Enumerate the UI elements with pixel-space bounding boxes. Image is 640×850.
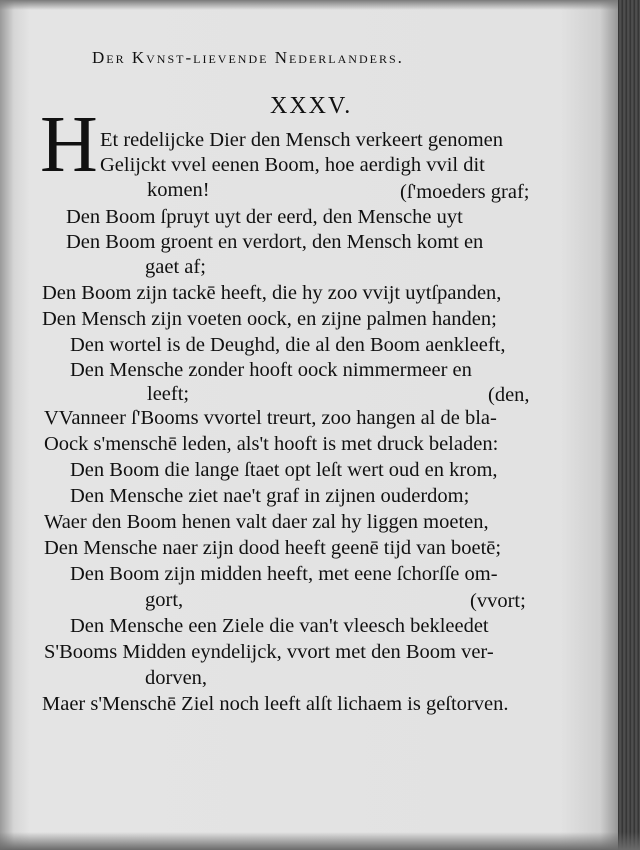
verse-line: Den Boom zijn midden heeft, met eene ſchorſſe om-: [70, 563, 498, 585]
poem-number: XXXV.: [270, 93, 353, 119]
verse-line: dorven,: [145, 667, 208, 689]
verse-line: leeft;: [147, 383, 190, 405]
turnover: (vvort;: [470, 590, 526, 612]
verse-line: Den Boom zijn tackē heeft, die hy zoo vvijt uytſpanden,: [42, 282, 502, 304]
verse-line: gaet af;: [145, 256, 206, 278]
verse-line: Den Mensche naer zijn dood heeft geenē tijd van boetē;: [44, 537, 502, 559]
page-edge: [618, 0, 640, 850]
verse-line: komen!: [147, 179, 210, 201]
verse-line: Den Mensche ziet nae't graf in zijnen ouderdom;: [70, 485, 470, 507]
bottom-shadow: [0, 832, 640, 850]
verse-line: Oock s'menschē leden, als't hooft is met druck beladen:: [44, 433, 499, 455]
verse-line: Gelijckt vvel eenen Boom, hoe aerdigh vvil dit: [100, 154, 485, 176]
running-head: Der Kvnst-lievende Nederlanders.: [92, 48, 404, 67]
verse-line: Den Boom ſpruyt uyt der eerd, den Mensche uyt: [66, 206, 463, 228]
verse-line: VVanneer ſ'Booms vvortel treurt, zoo hangen al de bla-: [44, 407, 497, 429]
verse-line: S'Booms Midden eyndelijck, vvort met den Boom ver-: [44, 641, 494, 663]
verse-line: Den wortel is de Deughd, die al den Boom aenkleeft,: [70, 334, 506, 356]
verse-line: Waer den Boom henen valt daer zal hy liggen moeten,: [44, 511, 489, 533]
verse-line: Maer s'Menschē Ziel noch leeft alſt lichaem is geſtorven.: [42, 693, 509, 715]
verse-line: Et redelijcke Dier den Mensch verkeert genomen: [100, 129, 503, 151]
verse-line: Den Mensche zonder hooft oock nimmermeer en: [70, 359, 472, 381]
turnover: (den,: [488, 384, 530, 406]
turnover: (ſ'moeders graf;: [400, 181, 530, 203]
verse-line: Den Mensch zijn voeten oock, en zijne palmen handen;: [42, 308, 497, 330]
drop-cap: H: [40, 101, 98, 189]
verse-line: Den Mensche een Ziele die van't vleesch bekleedet: [70, 615, 489, 637]
verse-line: gort,: [145, 589, 184, 611]
verse-line: Den Boom die lange ſtaet opt leſt wert oud en krom,: [70, 459, 498, 481]
top-shadow: [0, 0, 640, 10]
verse-line: Den Boom groent en verdort, den Mensch komt en: [66, 231, 484, 253]
